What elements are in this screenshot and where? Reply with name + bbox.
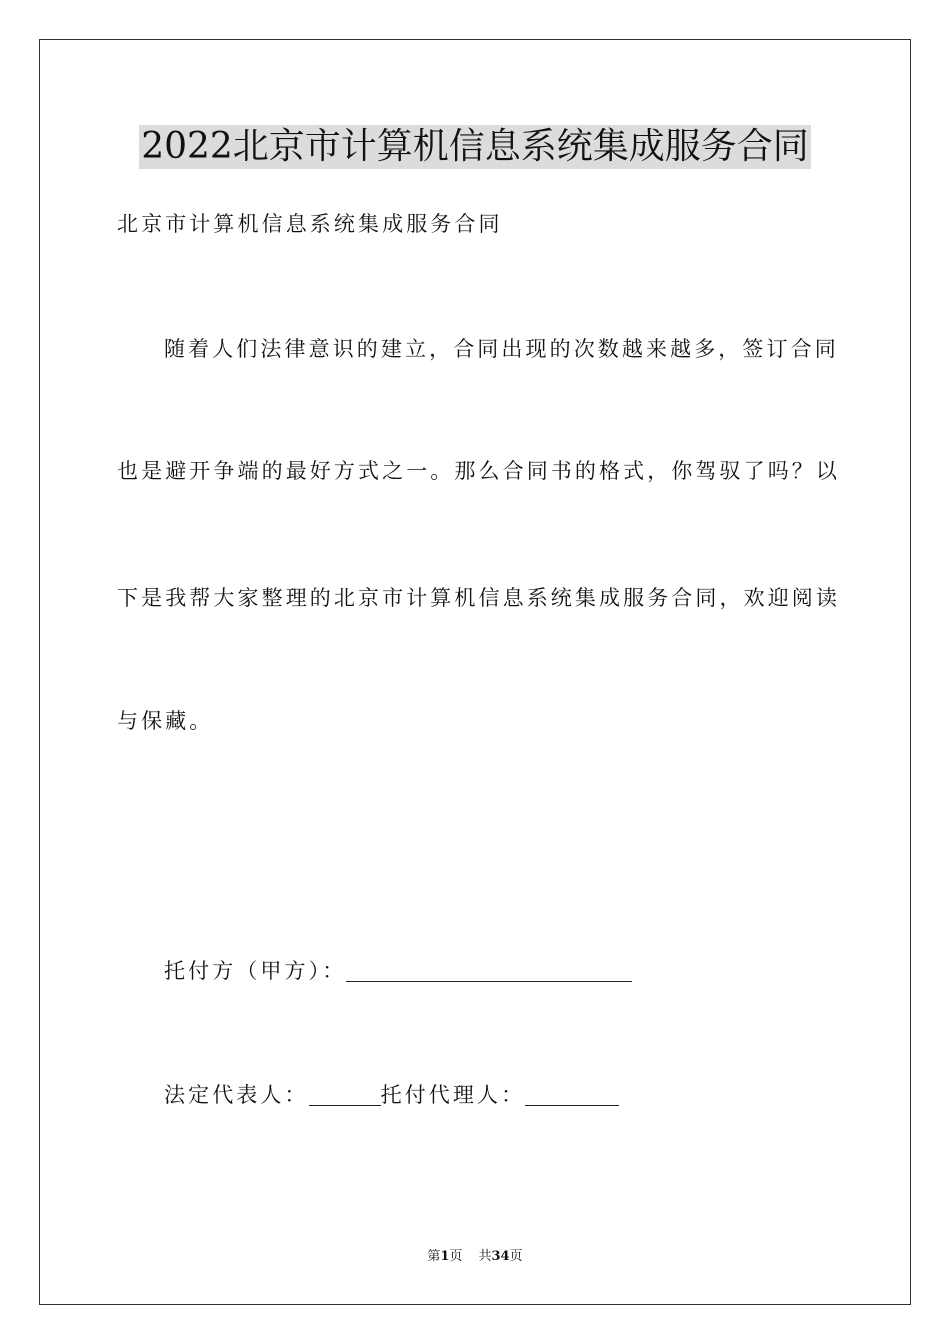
footer-page-prefix: 第 [427, 1249, 441, 1264]
document-title-text: 2022北京市计算机信息系统集成服务合同 [141, 126, 809, 167]
document-title [0, 125, 950, 169]
agent-blank[interactable] [525, 1083, 619, 1106]
legal-rep-blank[interactable] [309, 1083, 381, 1106]
footer-total-pages: 34 [491, 1249, 510, 1264]
paragraph-line-3: 下是我帮大家整理的北京市计算机信息系统集成服务合同，欢迎阅读 [117, 586, 840, 610]
document-subtitle: 北京市计算机信息系统集成服务合同 [117, 212, 503, 236]
party-a-label: 托付方（甲方）： [164, 959, 347, 983]
footer-page-suffix: 页 [449, 1249, 463, 1264]
paragraph-line-1: 随着人们法律意识的建立，合同出现的次数越来越多，签订合同 [164, 337, 839, 361]
party-a-row [164, 956, 632, 986]
agent-label: 托付代理人： [380, 1083, 526, 1107]
legal-rep-label: 法定代表人： [164, 1083, 309, 1107]
paragraph-line-2: 也是避开争端的最好方式之一。那么合同书的格式，你驾驭了吗？以 [117, 459, 840, 483]
representative-row [164, 1080, 619, 1110]
footer-total-prefix: 共 [478, 1249, 492, 1264]
footer-page-number: 1 [440, 1249, 450, 1264]
paragraph-line-4: 与保藏。 [117, 709, 214, 733]
footer-total-suffix: 页 [509, 1249, 523, 1264]
party-a-blank[interactable] [346, 959, 632, 982]
page-footer [0, 1248, 950, 1266]
